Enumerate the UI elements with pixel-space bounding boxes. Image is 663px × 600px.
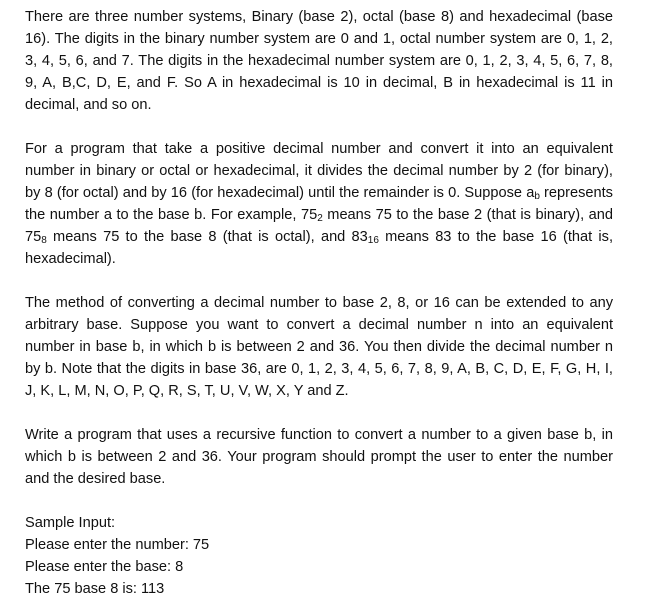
sample-heading: Sample Input: (25, 515, 116, 531)
subscript: 16 (367, 235, 379, 246)
paragraph-text: For a program that take a positive decimal number and convert it into an equivalent number in binary or octal or hexadecimal, it divides the decimal number by 2 (for binary), by 8 (for octal) and by 16 (for hexadecimal) until the remainder is 0. Suppose a (25, 141, 613, 201)
paragraph-text: represents the number a to the base b. For example, 75 (25, 185, 613, 223)
document-body (25, 6, 613, 600)
sample-line: The 75 base 8 is: 113 (25, 581, 165, 597)
paragraph-text: means 75 to the base 8 (that is octal), and 83 (46, 229, 368, 245)
paragraph-number-systems: There are three number systems, Binary (base 2), octal (base 8) and hexadecimal (base 16). The digits in the binary number system are 0 and 1, octal number system are 0, 1, 2, 3, 4, 5, 6, and 7. The digits in the hexadecimal number system are 0, 1, 2, 3, 4, 5, 6, 7, 8, 9, A, B,C, D, E, and F. So A in hexadecimal is 10 in decimal, B in hexadecimal is 11 in decimal, and so on. (25, 9, 613, 113)
sample-io-block (25, 512, 613, 600)
paragraph-text: means 75 to the base 2 (that is binary), and 75 (25, 207, 613, 245)
subscript: 8 (41, 235, 47, 246)
subscript: 2 (317, 213, 323, 224)
paragraph-text: means 83 to the base 16 (that is, hexadecimal). (25, 229, 614, 267)
paragraph-task: Write a program that uses a recursive function to convert a number to a given base b, in which b is between 2 and 36. Your program should prompt the user to enter the number and the desired base. (25, 427, 613, 487)
paragraph-conversion-method (25, 138, 613, 270)
paragraph-arbitrary-base: The method of converting a decimal number to base 2, 8, or 16 can be extended to any arbitrary base. Suppose you want to convert a decimal number n into an equivalent number in base b, in which b is between 2 and 36. You then divide the decimal number n by b. Note that the digits in base 36, are 0, 1, 2, 3, 4, 5, 6, 7, 8, 9, A, B, C, D, E, F, G, H, I, J, K, L, M, N, O, P, Q, R, S, T, U, V, W, X, Y and Z. (25, 295, 613, 399)
sample-line: Please enter the number: 75 (25, 537, 210, 553)
sample-line: Please enter the base: 8 (25, 559, 184, 575)
subscript: b (534, 191, 540, 202)
